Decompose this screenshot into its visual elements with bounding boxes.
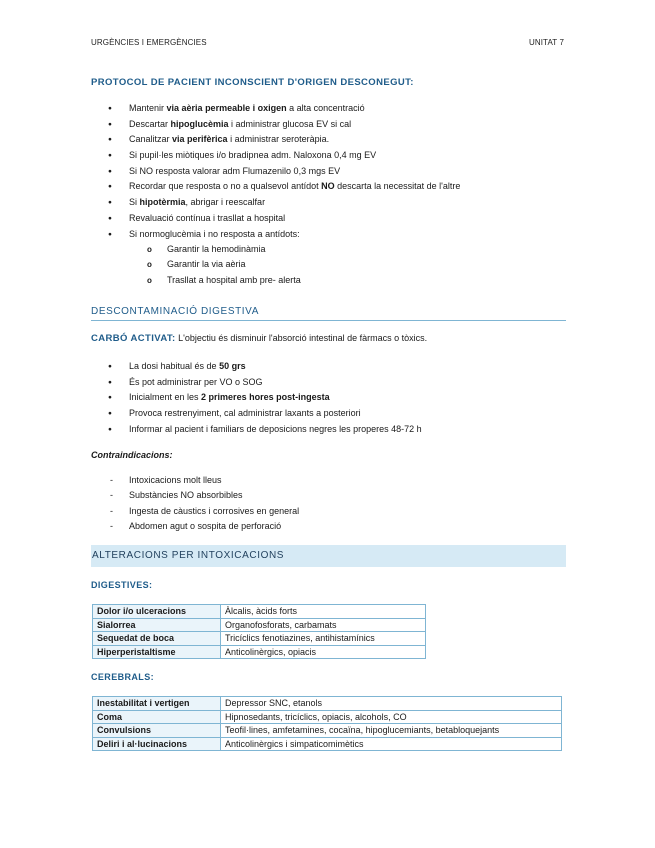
bold-text: NO bbox=[321, 181, 335, 192]
row-key: Convulsions bbox=[93, 724, 221, 738]
carbo-list bbox=[108, 359, 422, 437]
list-item bbox=[108, 195, 460, 211]
carbo-activat-label: CARBÓ ACTIVAT: bbox=[91, 333, 176, 344]
text: , abrigar i reescalfar bbox=[185, 197, 266, 208]
table-row bbox=[93, 605, 426, 619]
protocol-sublist bbox=[147, 242, 301, 288]
text: a alta concentració bbox=[286, 103, 365, 113]
digestives-table bbox=[92, 604, 426, 659]
digestives-label: DIGESTIVES: bbox=[91, 580, 153, 590]
text: Si NO resposta valorar adm Flumazenilo 0,3 mgs EV bbox=[129, 165, 341, 176]
row-value: Anticolinèrgics, opiacis bbox=[221, 645, 426, 659]
row-key: Coma bbox=[93, 710, 221, 724]
text: Canalitzar bbox=[129, 134, 173, 145]
contraindicacions-label: Contraindicacions: bbox=[91, 450, 173, 460]
text: Revaluació contínua i trasllat a hospital bbox=[129, 212, 286, 223]
text: És pot administrar per VO o SOG bbox=[129, 376, 263, 387]
list-item bbox=[108, 422, 422, 438]
list-item: - Substàncies NO absorbibles bbox=[108, 488, 299, 503]
section-heading-descontaminacio: DESCONTAMINACIÓ DIGESTIVA bbox=[91, 306, 566, 321]
text: Si bbox=[129, 197, 140, 208]
list-item: o Garantir la hemodinàmia bbox=[147, 242, 301, 257]
protocol-list bbox=[108, 101, 460, 242]
row-value: Hipnosedants, tricíclics, opiacis, alcohols, CO bbox=[221, 710, 562, 724]
list-item: - Abdomen agut o sospita de perforació bbox=[108, 519, 299, 534]
table-row bbox=[93, 724, 562, 738]
list-item bbox=[108, 132, 460, 148]
bold-text: 2 primeres hores post-ingesta bbox=[201, 392, 330, 403]
row-value: Teofil·lines, amfetamines, cocaïna, hipoglucemiants, betabloquejants bbox=[221, 724, 562, 738]
list-item bbox=[108, 390, 422, 406]
carbo-activat-text: L'objectiu és disminuir l'absorció intestinal de fàrmacs o tòxics. bbox=[175, 333, 428, 343]
list-item bbox=[108, 101, 460, 117]
list-item bbox=[108, 359, 422, 375]
cerebrals-table bbox=[92, 696, 562, 751]
bold-text: via aèria permeable i oxigen bbox=[166, 103, 287, 113]
row-key: Hiperperistaltisme bbox=[93, 645, 221, 659]
protocol-title: PROTOCOL DE PACIENT INCONSCIENT D'ORIGEN DESCONEGUT: bbox=[91, 77, 414, 88]
text: i administrar seroteràpia. bbox=[227, 134, 330, 145]
bold-text: via perifèrica bbox=[172, 134, 228, 145]
table-row bbox=[93, 697, 562, 711]
table-row bbox=[93, 632, 426, 646]
row-key: Sialorrea bbox=[93, 618, 221, 632]
table-row bbox=[93, 618, 426, 632]
list-item bbox=[108, 164, 460, 180]
table-row bbox=[93, 710, 562, 724]
list-item bbox=[108, 148, 460, 164]
list-item: - Ingesta de càustics i corrosives en general bbox=[108, 504, 299, 519]
row-key: Sequedat de boca bbox=[93, 632, 221, 646]
table-row bbox=[93, 737, 562, 751]
contraindications-list bbox=[108, 473, 299, 534]
alteracions-heading-text: ALTERACIONS PER INTOXICACIONS bbox=[92, 550, 285, 561]
row-key: Deliri i al·lucinacions bbox=[93, 737, 221, 751]
list-item bbox=[108, 406, 422, 422]
text: La dosi habitual és de bbox=[129, 361, 220, 371]
cerebrals-label: CEREBRALS: bbox=[91, 672, 155, 682]
list-item bbox=[108, 117, 460, 133]
text: descarta la necessitat de l'altre bbox=[334, 181, 461, 192]
text: Descartar bbox=[129, 118, 171, 129]
text: i administrar glucosa EV si cal bbox=[228, 118, 352, 129]
row-value: Anticolinèrgics i simpaticomimètics bbox=[221, 737, 562, 751]
text: Inicialment en les bbox=[129, 392, 202, 403]
list-item: - Intoxicacions molt lleus bbox=[108, 473, 299, 488]
list-item bbox=[108, 211, 460, 227]
page-header bbox=[91, 38, 564, 50]
list-item bbox=[108, 375, 422, 391]
text: Recordar que resposta o no a qualsevol antídot bbox=[129, 181, 322, 192]
section-heading-alteracions bbox=[91, 545, 566, 567]
bold-text: 50 grs bbox=[219, 361, 246, 371]
row-value: Organofosforats, carbamats bbox=[221, 618, 426, 632]
bold-text: hipotèrmia bbox=[139, 197, 186, 208]
table-row bbox=[93, 645, 426, 659]
row-key: Inestabilitat i vertigen bbox=[93, 697, 221, 711]
header-right: UNITAT 7 bbox=[528, 38, 564, 47]
header-left: URGÈNCIES I EMERGÈNCIES bbox=[91, 38, 207, 47]
row-value: Àlcalis, àcids forts bbox=[221, 605, 426, 619]
list-item bbox=[108, 227, 460, 243]
row-value: Depressor SNC, etanols bbox=[221, 697, 562, 711]
list-item: o Trasllat a hospital amb pre- alerta bbox=[147, 273, 301, 288]
text: Informar al pacient i familiars de deposicions negres les properes 48-72 h bbox=[129, 423, 422, 434]
row-key: Dolor i/o ulceracions bbox=[93, 605, 221, 619]
bold-text: hipoglucèmia bbox=[170, 118, 229, 129]
text: Si normoglucèmia i no resposta a antídots: bbox=[129, 228, 300, 239]
list-item bbox=[108, 179, 460, 195]
text: Mantenir bbox=[129, 103, 167, 113]
carbo-activat-paragraph bbox=[91, 333, 427, 344]
text: Provoca restrenyiment, cal administrar laxants a posteriori bbox=[129, 408, 361, 419]
text: Si pupil·les miòtiques i/o bradipnea adm. Naloxona 0,4 mg EV bbox=[129, 150, 377, 161]
list-item: o Garantir la via aèria bbox=[147, 257, 301, 272]
row-value: Tricíclics fenotiazines, antihistamínics bbox=[221, 632, 426, 646]
